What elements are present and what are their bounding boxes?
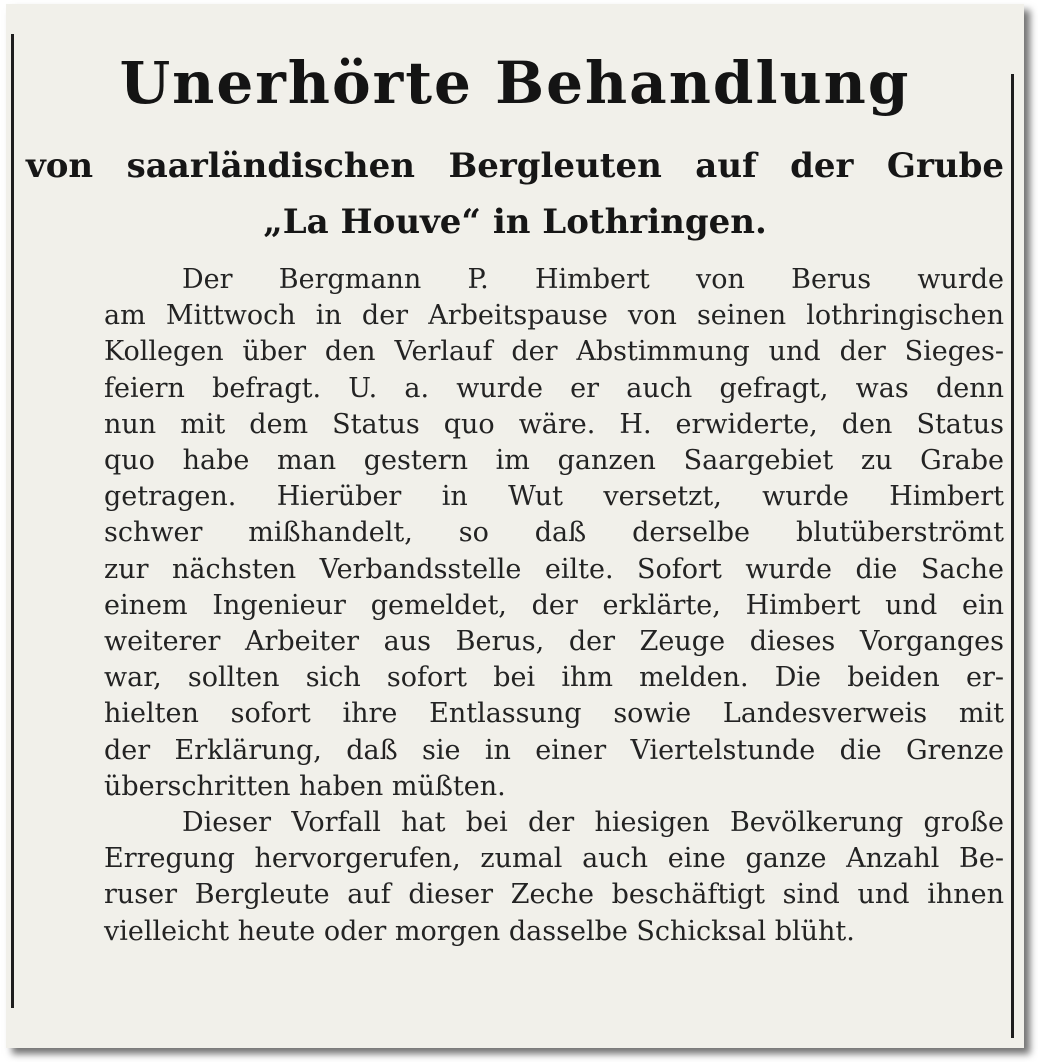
- text-line: Erregung hervorgerufen, zumal auch eine ganze Anzahl Be-: [104, 843, 1004, 875]
- subheadline: [26, 138, 1004, 250]
- subheadline-line-1: von saarländischen Bergleuten auf der Grube: [26, 146, 1004, 186]
- text-line: am Mittwoch in der Arbeitspause von seinen lothringischen: [104, 300, 1004, 332]
- subheadline-line-2: „La Houve“ in Lothringen.: [263, 202, 767, 242]
- article: [26, 48, 1004, 1028]
- text-line: einem Ingenieur gemeldet, der erklärte, Himbert und ein: [104, 589, 1004, 621]
- paragraph-1: [26, 262, 1004, 805]
- text-line: Dieser Vorfall hat bei der hiesigen Bevölkerung große: [182, 807, 1004, 839]
- paragraph-2: [26, 805, 1004, 950]
- text-line: Der Bergmann P. Himbert von Berus wurde: [182, 264, 1004, 295]
- text-line: weiterer Arbeiter aus Berus, der Zeuge dieses Vorganges: [104, 626, 1004, 658]
- text-line: schwer mißhandelt, so daß derselbe blutüberströmt: [104, 517, 1004, 549]
- text-line: zur nächsten Verbandsstelle eilte. Sofort wurde die Sache: [104, 553, 1004, 585]
- newspaper-clipping: [6, 4, 1024, 1048]
- text-line: der Erklärung, daß sie in einer Viertelstunde die Grenze: [104, 734, 1004, 766]
- text-line: vielleicht heute oder morgen dasselbe Schicksal blüht.: [104, 915, 855, 947]
- headline: Unerhörte Behandlung: [119, 49, 911, 117]
- left-column-rule: [11, 34, 14, 1008]
- text-line: war, sollten sich sofort bei ihm melden. Die beiden er-: [104, 662, 1004, 694]
- text-line: nun mit dem Status quo wäre. H. erwiderte, den Status: [104, 408, 1004, 440]
- text-line: überschritten haben müßten.: [104, 770, 506, 802]
- right-column-rule: [1011, 74, 1014, 1038]
- text-line: getragen. Hierüber in Wut versetzt, wurde Himbert: [104, 481, 1004, 513]
- text-line: quo habe man gestern im ganzen Saargebiet zu Grabe: [104, 445, 1004, 477]
- article-body: [26, 262, 1004, 950]
- text-line: Kollegen über den Verlauf der Abstimmung und der Sieges-: [104, 336, 1004, 368]
- text-line: feiern befragt. U. a. wurde er auch gefragt, was denn: [104, 372, 1004, 404]
- text-line: ruser Bergleute auf dieser Zeche beschäftigt sind und ihnen: [104, 879, 1004, 911]
- text-line: hielten sofort ihre Entlassung sowie Landesverweis mit: [104, 698, 1004, 730]
